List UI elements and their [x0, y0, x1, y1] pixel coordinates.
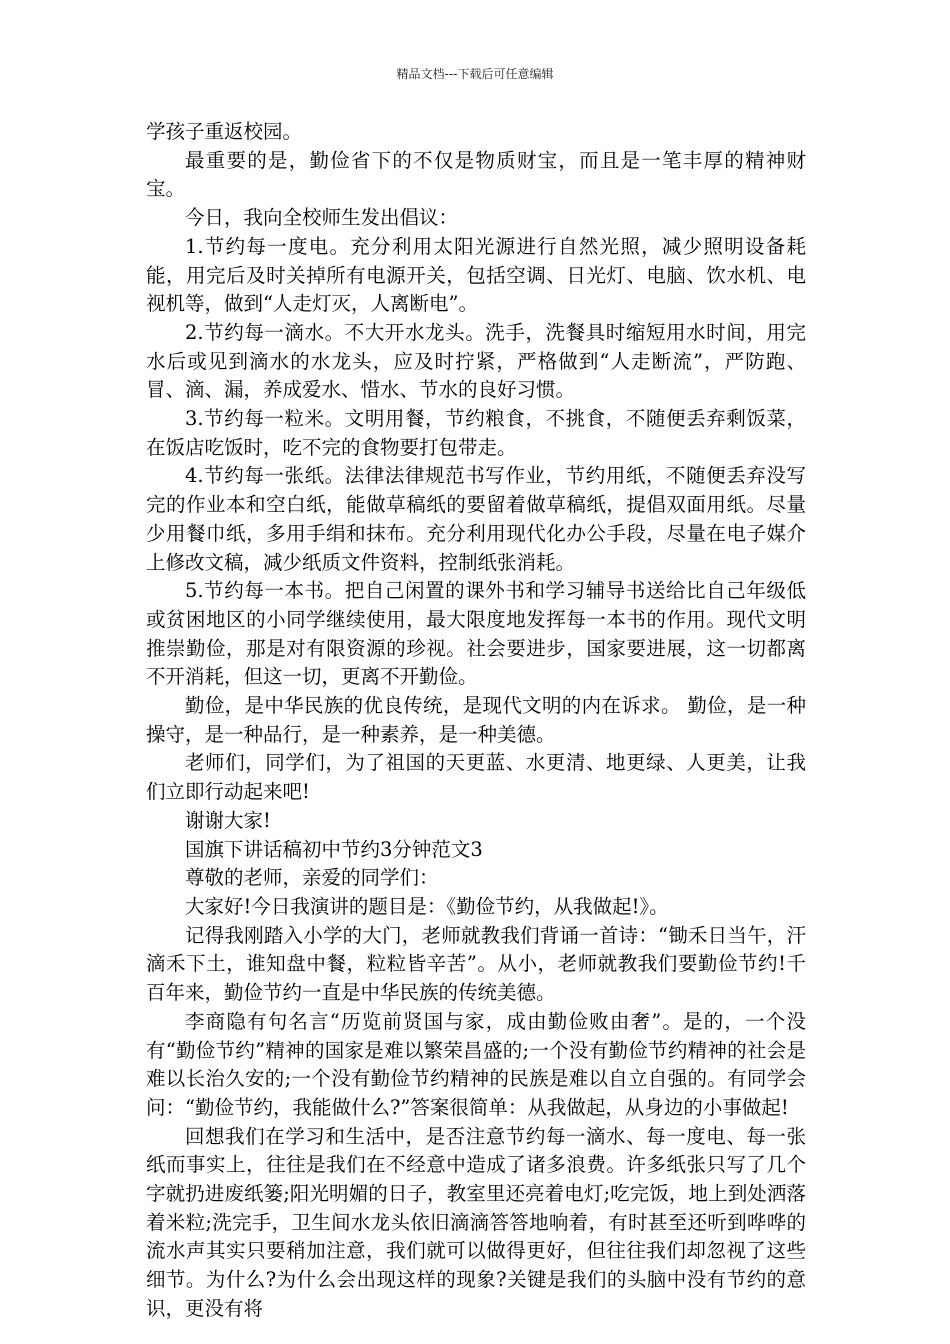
page-header: 精品文档---下载后可任意编辑	[396, 67, 554, 81]
paragraph: 5.节约每一本书。把自己闲置的课外书和学习辅导书送给比自己年级低或贫困地区的小同学继续使用，最大限度地发挥每一本书的作用。现代文明推崇勤俭，那是对有限资源的珍视。社会要进步，国家要进展，这一切都离不开消耗，但这一切，更离不开勤俭。	[146, 579, 806, 689]
paragraph: 国旗下讲话稿初中节约3分钟范文3	[185, 837, 483, 861]
paragraph: 老师们，同学们，为了祖国的天更蓝、水更清、地更绿、人更美，让我们立即行动起来吧!	[146, 751, 806, 804]
paragraph: 2.节约每一滴水。不大开水龙头。洗手，洗餐具时缩短用水时间，用完水后或见到滴水的水龙头，应及时拧紧，严格做到“人走断流”，严防跑、冒、滴、漏，养成爱水、惜水、节水的良好习惯。	[146, 320, 806, 402]
paragraph: 最重要的是，勤俭省下的不仅是物质财宝，而且是一笔丰厚的精神财宝。	[146, 148, 806, 201]
paragraph: 尊敬的老师，亲爱的同学们：	[185, 866, 439, 890]
document-body	[146, 118, 806, 1324]
paragraph: 1.节约每一度电。充分利用太阳光源进行自然光照，减少照明设备耗能，用完后及时关掉所有电源开关，包括空调、日光灯、电脑、饮水机、电视机等，做到“人走灯灭，人离断电”。	[146, 234, 806, 316]
paragraph: 勤俭，是中华民族的优良传统，是现代文明的内在诉求。 勤俭，是一种操守，是一种品行，是一种素养，是一种美德。	[146, 694, 806, 746]
paragraph: 谢谢大家!	[185, 808, 271, 832]
paragraph: 学孩子重返校园。	[146, 120, 303, 143]
paragraph: 回想我们在学习和生活中，是否注意节约每一滴水、每一度电、每一张纸而事实上，往往是我们在不经意中造成了诸多浪费。许多纸张只写了几个字就扔进废纸篓;阳光明媚的日子，教室里还亮着电灯;吃完饭，地上到处洒落着米粒;洗完手，卫生间水龙头依旧滴滴答答地响着，有时甚至还听到哗哗的流水声其实只要稍加注意，我们就可以做得更好，但往往我们却忽视了这些细节。为什么?为什么会出现这样的现象?关键是我们的头脑中没有节约的意识，更没有将	[146, 1124, 806, 1320]
paragraph: 4.节约每一张纸。法律法律规范书写作业，节约用纸，不随便丢弃没写完的作业本和空白纸，能做草稿纸的要留着做草稿纸，提倡双面用纸。尽量少用餐巾纸，多用手绢和抹布。充分利用现代化办公手段，尽量在电子媒介上修改文稿，减少纸质文件资料，控制纸张消耗。	[146, 464, 806, 574]
paragraph: 今日，我向全校师生发出倡议：	[185, 206, 459, 230]
paragraph: 大家好!今日我演讲的题目是：《勤俭节约，从我做起!》。	[185, 894, 669, 918]
paragraph: 记得我刚踏入小学的大门，老师就教我们背诵一首诗：“锄禾日当午，汗滴禾下土，谁知盘中餐，粒粒皆辛苦”。从小，老师就教我们要勤俭节约!千百年来，勤俭节约一直是中华民族的传统美德。	[146, 923, 806, 1005]
paragraph: 3.节约每一粒米。文明用餐，节约粮食，不挑食，不随便丢弃剩饭菜，在饭店吃饭时，吃不完的食物要打包带走。	[146, 407, 806, 459]
paragraph: 李商隐有句名言“历览前贤国与家，成由勤俭败由奢”。是的，一个没有“勤俭节约”精神的国家是难以繁荣昌盛的;一个没有勤俭节约精神的社会是难以长治久安的;一个没有勤俭节约精神的民族是难以自立自强的。有同学会问：“勤俭节约，我能做什么?”答案很简单：从我做起，从身边的小事做起!	[146, 1009, 806, 1119]
